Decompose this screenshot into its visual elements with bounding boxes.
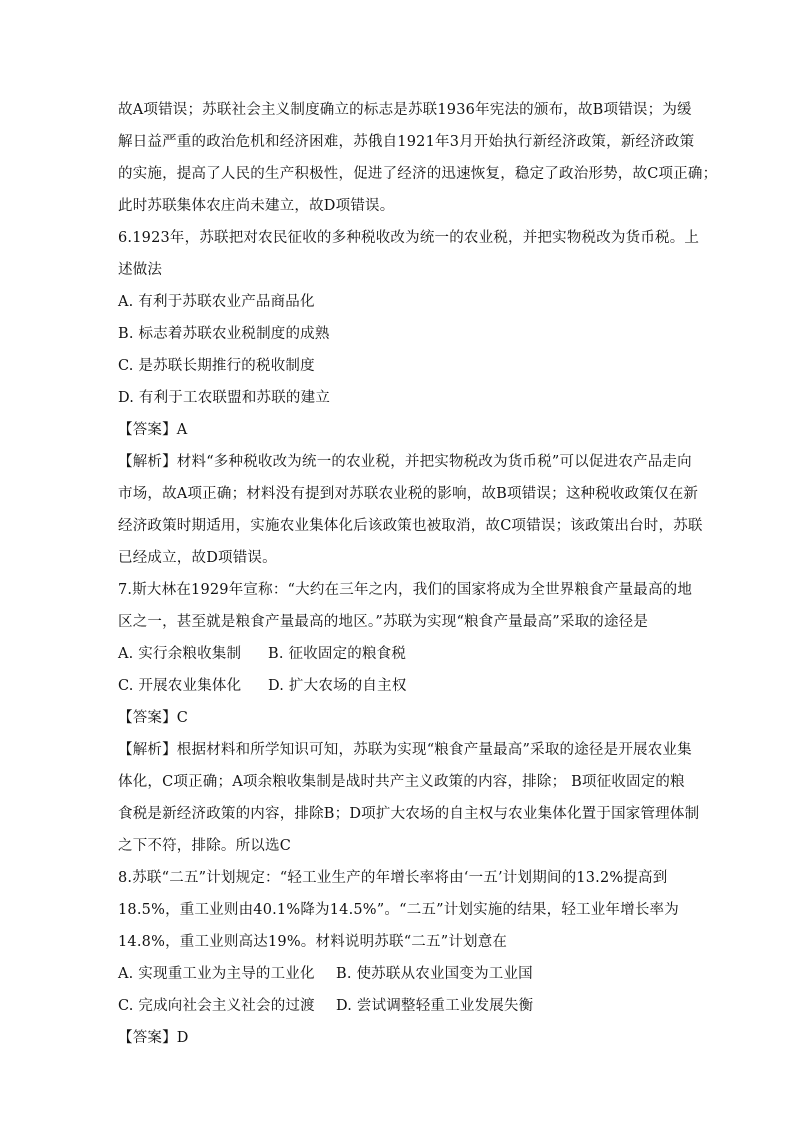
q8-stem-line-2: 18.5%，重工业则由40.1%降为14.5%”。“二五”计划实施的结果，轻工业年增长率为 — [118, 902, 679, 918]
q6-stem-line-2: 述做法 — [118, 262, 163, 278]
q7-option-c: C. 开展农业集体化 — [118, 678, 242, 694]
q8-option-b: B. 使苏联从农业国变为工业国 — [336, 966, 533, 982]
q6-option-d: D. 有利于工农联盟和苏联的建立 — [118, 390, 331, 406]
q6-analysis-line-1: 【解析】材料“多种税收改为统一的农业税，并把实物税改为货币税”可以促进农产品走向 — [118, 454, 692, 470]
q5-analysis-line-2: 解日益严重的政治危机和经济困难，苏俄自1921年3月开始执行新经济政策，新经济政策 — [118, 134, 695, 150]
q7-answer: 【答案】C — [118, 710, 189, 726]
q5-analysis-line-4: 此时苏联集体农庄尚未建立，故D项错误。 — [118, 198, 395, 214]
q6-option-c: C. 是苏联长期推行的税收制度 — [118, 358, 315, 374]
q8-option-d: D. 尝试调整轻重工业发展失衡 — [336, 998, 534, 1014]
q8-answer: 【答案】D — [118, 1030, 189, 1046]
q8-options-row-1 — [118, 962, 680, 986]
q7-analysis-line-4: 之下不符，排除。所以选C — [118, 838, 291, 854]
q8-options-row-2 — [118, 994, 680, 1018]
q8-option-a: A. 实现重工业为主导的工业化 — [118, 966, 315, 982]
q7-options-row-1 — [118, 642, 680, 666]
q6-option-b: B. 标志着苏联农业税制度的成熟 — [118, 326, 330, 342]
q6-analysis-line-2: 市场，故A项正确；材料没有提到对苏联农业税的影响，故B项错误；这种税收政策仅在新 — [118, 486, 699, 502]
q6-analysis-line-4: 已经成立，故D项错误。 — [118, 550, 277, 566]
q7-options-row-2 — [118, 674, 680, 698]
q7-analysis-line-1: 【解析】根据材料和所学知识可知，苏联为实现“粮食产量最高”采取的途径是开展农业集 — [118, 742, 692, 758]
q7-stem-line-1: 7.斯大林在1929年宣称：“大约在三年之内，我们的国家将成为全世界粮食产量最高的地 — [118, 582, 693, 598]
q6-analysis-line-3: 经济政策时期适用，实施农业集体化后该政策也被取消，故C项错误；该政策出台时，苏联 — [118, 518, 703, 534]
q6-option-a: A. 有利于苏联农业产品商品化 — [118, 294, 315, 310]
q8-option-c: C. 完成向社会主义社会的过渡 — [118, 998, 315, 1014]
q6-stem-line-1: 6.1923年，苏联把对农民征收的多种税收改为统一的农业税，并把实物税改为货币税。上 — [118, 230, 700, 246]
q5-analysis-line-1: 故A项错误；苏联社会主义制度确立的标志是苏联1936年宪法的颁布，故B项错误；为缓 — [118, 102, 692, 118]
q7-option-b: B. 征收固定的粮食税 — [268, 646, 407, 662]
q8-stem-line-3: 14.8%，重工业则高达19%。材料说明苏联“二五”计划意在 — [118, 934, 508, 950]
q7-option-d: D. 扩大农场的自主权 — [268, 678, 407, 694]
q7-analysis-line-3: 食税是新经济政策的内容，排除B；D项扩大农场的自主权与农业集体化置于国家管理体制 — [118, 806, 700, 822]
q7-analysis-line-2: 体化，C项正确；A项余粮收集制是战时共产主义政策的内容，排除； B项征收固定的粮 — [118, 774, 685, 790]
q5-analysis-line-3: 的实施，提高了人民的生产积极性，促进了经济的迅速恢复，稳定了政治形势，故C项正确； — [118, 166, 718, 182]
q8-stem-line-1: 8.苏联“二五”计划规定：“轻工业生产的年增长率将由‘一五’计划期间的13.2%提高到 — [118, 870, 668, 886]
q7-option-a: A. 实行余粮收集制 — [118, 646, 242, 662]
q6-answer: 【答案】A — [118, 422, 188, 438]
q7-stem-line-2: 区之一，甚至就是粮食产量最高的地区。”苏联为实现“粮食产量最高”采取的途径是 — [118, 614, 649, 630]
